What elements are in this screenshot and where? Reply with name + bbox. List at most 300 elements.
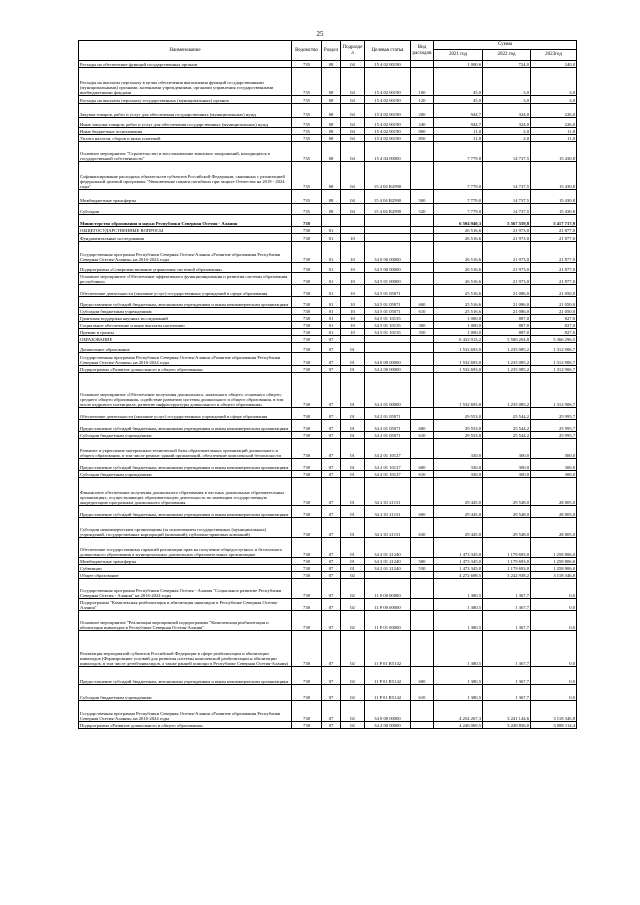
row-podrazdel: 02 — [341, 722, 365, 729]
row-2022: 1 367,7 — [483, 599, 531, 611]
row-2022: 1 179 693,0 — [483, 558, 531, 565]
row-2023: 827,0 — [531, 329, 577, 336]
row-podrazdel: 04 — [341, 142, 365, 162]
row-razdel: 08 — [322, 142, 341, 162]
row-2022: 887,0 — [483, 329, 531, 336]
row-razdel: 08 — [322, 61, 341, 68]
row-vedomstvo: 735 — [292, 135, 322, 142]
row-vedomstvo: 738 — [292, 572, 322, 579]
row-podrazdel: 02 — [341, 611, 365, 631]
row-2021: 1 473 345,0 — [434, 558, 483, 565]
row-razdel: 07 — [322, 558, 341, 565]
row-2022: 1 235 085,2 — [483, 373, 531, 408]
row-2022: 29 548,0 — [483, 478, 531, 506]
row-vedomstvo: 738 — [292, 432, 322, 439]
row-vedomstvo: 738 — [292, 336, 322, 343]
row-razdel: 01 — [322, 315, 341, 322]
row-target — [365, 343, 411, 353]
row-2023: 240,0 — [531, 61, 577, 68]
row-target: 34 5 01 05071 — [365, 285, 411, 297]
row-name: Субсидии бюджетным учреждениям — [79, 685, 292, 701]
row-vedomstvo: 738 — [292, 373, 322, 408]
row-name: Предоставление субсидий бюджетным, автономным учреждениям и иным некоммерческим организациям — [79, 459, 292, 471]
row-name: Уплата налогов, сборов и иных платежей — [79, 135, 292, 142]
row-name: Подпрограмма «Развитие дошкольного и общего образования» — [79, 722, 292, 729]
row-2021: 6 432 913,2 — [434, 336, 483, 343]
row-target: 15 4 02 00190 — [365, 128, 411, 135]
row-vid — [411, 538, 434, 558]
row-name: Иные закупки товаров, работ и услуг для обеспечения государственных (муниципальных) нужд — [79, 118, 292, 128]
row-2021: 26 516,6 — [434, 227, 483, 234]
row-2021: 26 516,6 — [434, 273, 483, 285]
row-2023: 21 877,0 — [531, 242, 577, 263]
row-vid: 600 — [411, 297, 434, 308]
row-2022: 3,0 — [483, 96, 531, 104]
table-row — [79, 142, 577, 162]
row-target: 34 0 00 00000 — [365, 353, 411, 366]
row-2022: 1 367,7 — [483, 611, 531, 631]
row-2022: 324,0 — [483, 104, 531, 118]
row-vid: 610 — [411, 685, 434, 701]
row-vid — [411, 439, 434, 459]
row-vid — [411, 373, 434, 408]
table-row — [79, 204, 577, 215]
row-2022: 1 367,7 — [483, 579, 531, 599]
row-2021: 6 504 940,3 — [434, 215, 483, 227]
row-podrazdel: 10 — [341, 273, 365, 285]
row-podrazdel: 01 — [341, 343, 365, 353]
row-2021: 4 246 069,5 — [434, 722, 483, 729]
row-target — [365, 336, 411, 343]
row-razdel: 08 — [322, 104, 341, 118]
header-vid: Вид расходов — [411, 41, 434, 61]
row-name: Софинансирование расходных обязательств субъектов Российской Федерации, связанных с реализацией федеральной целевой программы "Увековечение памяти погибших при защите Отечества на 2019 - 2024 годы" — [79, 162, 292, 190]
row-2022: 25 544,2 — [483, 432, 531, 439]
row-podrazdel: 02 — [341, 572, 365, 579]
row-vid — [411, 336, 434, 343]
table-row — [79, 135, 577, 142]
row-vedomstvo: 738 — [292, 227, 322, 234]
table-row — [79, 68, 577, 96]
row-razdel: 01 — [322, 322, 341, 329]
table-row — [79, 61, 577, 68]
row-vid — [411, 142, 434, 162]
row-name: Реализация мероприятий субъектов Российской Федерации в сфере реабилитации и абилитации инвалидов (Формирование условий для развития системы комплексной реабилитации и абилитации инвалидов, в том числе детей-инвалидов, а также ранней помощи в Республике Северная Осетия-Алания) — [79, 631, 292, 667]
table-row — [79, 315, 577, 322]
row-razdel: 08 — [322, 118, 341, 128]
row-name: Премии и гранты — [79, 329, 292, 336]
row-name: Социальное обеспечение и иные выплаты населению — [79, 322, 292, 329]
row-2023: 300,0 — [531, 439, 577, 459]
row-podrazdel: 01 — [341, 408, 365, 420]
row-name: Предоставление субсидий бюджетным, автономным учреждениям и иным некоммерческим организациям — [79, 506, 292, 518]
row-2021: 1 473 345,0 — [434, 565, 483, 572]
row-podrazdel: 10 — [341, 322, 365, 329]
row-vid — [411, 701, 434, 722]
row-2021: 1 532 693,0 — [434, 373, 483, 408]
table-row — [79, 722, 577, 729]
row-2023: 226,0 — [531, 118, 577, 128]
row-razdel: 07 — [322, 373, 341, 408]
row-2022: 1 367,7 — [483, 631, 531, 667]
row-vedomstvo: 735 — [292, 118, 322, 128]
row-2023: 0,0 — [531, 685, 577, 701]
row-razdel: 07 — [322, 471, 341, 478]
row-vedomstvo: 738 — [292, 611, 322, 631]
row-name: Субсидии бюджетным учреждениям — [79, 308, 292, 315]
row-vedomstvo: 735 — [292, 204, 322, 215]
row-vedomstvo: 738 — [292, 273, 322, 285]
row-podrazdel: 02 — [341, 579, 365, 599]
row-vedomstvo: 738 — [292, 478, 322, 506]
row-vedomstvo: 738 — [292, 459, 322, 471]
row-vid: 610 — [411, 471, 434, 478]
row-vedomstvo: 738 — [292, 408, 322, 420]
row-2023: 15 430,8 — [531, 190, 577, 204]
row-name: Государственная программа Республики Северная Осетия-Алания «Развитие образования Республики Северная Осетия-Алания» на 2016-2024 годы — [79, 353, 292, 366]
row-2021: 944,7 — [434, 104, 483, 118]
row-vedomstvo: 738 — [292, 685, 322, 701]
row-vid: 520 — [411, 204, 434, 215]
row-vedomstvo: 738 — [292, 353, 322, 366]
row-target: 34 2 01 21131 — [365, 518, 411, 538]
row-2021: 7 779,0 — [434, 162, 483, 190]
row-podrazdel: 04 — [341, 128, 365, 135]
row-vedomstvo: 735 — [292, 96, 322, 104]
row-2023: 0,0 — [531, 631, 577, 667]
row-2023: 21 877,0 — [531, 273, 577, 285]
row-vid — [411, 215, 434, 227]
row-vid — [411, 353, 434, 366]
table-row — [79, 96, 577, 104]
row-target: 34 2 01 21240 — [365, 538, 411, 558]
row-name: Предоставление субсидий бюджетным, автономным учреждениям и иным некоммерческим организациям — [79, 420, 292, 432]
row-target: 34 2 01 21240 — [365, 565, 411, 572]
row-vedomstvo: 738 — [292, 558, 322, 565]
row-podrazdel: 01 — [341, 538, 365, 558]
row-name: Грантовая поддержка научных исследований — [79, 315, 292, 322]
row-vedomstvo: 738 — [292, 579, 322, 599]
row-vedomstvo: 738 — [292, 263, 322, 273]
row-vid: 600 — [411, 667, 434, 685]
row-razdel: 08 — [322, 135, 341, 142]
row-podrazdel: 01 — [341, 420, 365, 432]
row-2022: 21 086,0 — [483, 285, 531, 297]
row-podrazdel: 02 — [341, 685, 365, 701]
row-vid: 500 — [411, 190, 434, 204]
row-razdel: 01 — [322, 285, 341, 297]
row-vid — [411, 572, 434, 579]
row-2022: 21 973,0 — [483, 263, 531, 273]
row-vid — [411, 599, 434, 611]
row-2023: 21 877,0 — [531, 234, 577, 242]
row-2022: 300,0 — [483, 459, 531, 471]
row-2023: 25 995,7 — [531, 408, 577, 420]
row-name: Министерство образования и науки Республики Северная Осетия - Алания — [79, 215, 292, 227]
row-vid: 630 — [411, 518, 434, 538]
row-vid — [411, 366, 434, 373]
row-2023: 300,0 — [531, 459, 577, 471]
row-2021: 29 445,0 — [434, 506, 483, 518]
row-2023: 827,0 — [531, 322, 577, 329]
row-name: Субсидии бюджетным учреждениям — [79, 471, 292, 478]
row-2023: 21 050,0 — [531, 297, 577, 308]
row-razdel: 07 — [322, 599, 341, 611]
row-2022: 5 500 204,8 — [483, 336, 531, 343]
table-row — [79, 343, 577, 353]
row-podrazdel — [341, 227, 365, 234]
table-row — [79, 215, 577, 227]
row-name: Подпрограмма "Комплексная реабилитация и абилитация инвалидов в Республике Северная Осетия-Алания" — [79, 599, 292, 611]
row-podrazdel: 10 — [341, 297, 365, 308]
row-razdel: 07 — [322, 459, 341, 471]
row-razdel: 07 — [322, 667, 341, 685]
row-target: 34 5 01 05071 — [365, 297, 411, 308]
row-razdel: 01 — [322, 234, 341, 242]
header-vedomstvo: Ведомство — [292, 41, 322, 61]
row-razdel: 07 — [322, 572, 341, 579]
row-vedomstvo: 735 — [292, 68, 322, 96]
row-podrazdel: 01 — [341, 478, 365, 506]
row-razdel — [322, 215, 341, 227]
row-razdel: 07 — [322, 701, 341, 722]
table-row — [79, 353, 577, 366]
row-vedomstvo: 738 — [292, 308, 322, 315]
row-2022: 887,0 — [483, 315, 531, 322]
row-vedomstvo: 738 — [292, 506, 322, 518]
row-2022: 3 242 938,2 — [483, 572, 531, 579]
row-razdel: 07 — [322, 722, 341, 729]
row-razdel: 07 — [322, 478, 341, 506]
row-podrazdel: 04 — [341, 61, 365, 68]
row-podrazdel: 01 — [341, 432, 365, 439]
table-row — [79, 285, 577, 297]
row-name: Обеспечение деятельности (оказание услуг) государственных учреждений в сфере образования — [79, 408, 292, 420]
row-vid: 500 — [411, 558, 434, 565]
row-vid: 350 — [411, 329, 434, 336]
row-2023: 1 312 906,7 — [531, 353, 577, 366]
row-2022: 3,0 — [483, 68, 531, 96]
table-row — [79, 322, 577, 329]
row-podrazdel: 02 — [341, 631, 365, 667]
row-target: 34 0 00 00000 — [365, 701, 411, 722]
table-row — [79, 329, 577, 336]
row-2021: 4 254 267,3 — [434, 701, 483, 722]
row-target: 15 4 02 00190 — [365, 104, 411, 118]
row-target: 34 5 01 05071 — [365, 308, 411, 315]
row-vid: 600 — [411, 506, 434, 518]
row-2023: 0,0 — [531, 611, 577, 631]
row-2021: 29 445,0 — [434, 518, 483, 538]
row-2021: 944,7 — [434, 118, 483, 128]
row-target: 34 2 00 00000 — [365, 366, 411, 373]
row-target: 15 4 02 00190 — [365, 118, 411, 128]
row-2021: 1 532 693,0 — [434, 366, 483, 373]
row-vedomstvo: 735 — [292, 128, 322, 135]
table-row — [79, 366, 577, 373]
row-target: 34 2 01 05071 — [365, 432, 411, 439]
row-target: 15 4 04 R2990 — [365, 190, 411, 204]
row-vid — [411, 273, 434, 285]
table-header — [79, 41, 577, 61]
row-2021: 330,0 — [434, 471, 483, 478]
row-target: 34 2 01 21240 — [365, 558, 411, 565]
row-target: 34 2 01 00000 — [365, 373, 411, 408]
row-2021: 26 516,6 — [434, 242, 483, 263]
row-razdel: 07 — [322, 343, 341, 353]
row-2023: 3 088 114,4 — [531, 722, 577, 729]
row-2023: 28 805,0 — [531, 478, 577, 506]
row-2021: 1 000,0 — [434, 315, 483, 322]
row-2021: 29 445,0 — [434, 478, 483, 506]
row-2021: 1 380,5 — [434, 599, 483, 611]
table-row — [79, 565, 577, 572]
row-vedomstvo: 738 — [292, 439, 322, 459]
row-name: Субсидии — [79, 204, 292, 215]
row-vid — [411, 315, 434, 322]
row-target: 15 4 04 00000 — [365, 142, 411, 162]
row-razdel: 01 — [322, 297, 341, 308]
row-2023: 827,0 — [531, 315, 577, 322]
row-vid — [411, 61, 434, 68]
row-2023: 5 366 296,5 — [531, 336, 577, 343]
row-podrazdel: 10 — [341, 263, 365, 273]
row-razdel: 07 — [322, 366, 341, 373]
row-target: 11 P 00 00000 — [365, 599, 411, 611]
row-podrazdel: 04 — [341, 162, 365, 190]
table-row — [79, 459, 577, 471]
row-2021: 1 473 345,0 — [434, 538, 483, 558]
row-2022: 25 544,2 — [483, 420, 531, 432]
row-name: Субвенции — [79, 565, 292, 572]
row-2022: 21 086,0 — [483, 308, 531, 315]
table-row — [79, 234, 577, 242]
row-2022: 29 548,0 — [483, 506, 531, 518]
row-name: Межбюджетные трансферты — [79, 558, 292, 565]
row-target — [365, 215, 411, 227]
row-2021: 1 000,6 — [434, 61, 483, 68]
row-name: Государственная программа Республики Северная Осетия-Алания «Развитие образования Республики Северная Осетия-Алания» на 2016-2024 годы — [79, 242, 292, 263]
row-podrazdel: 01 — [341, 565, 365, 572]
table-row — [79, 432, 577, 439]
row-2023: 300,0 — [531, 471, 577, 478]
row-name: Основное мероприятие «Обеспечение получения дошкольного, начального общего, основного общего, среднего общего образования, содействие развитию системы дошкольного и общего образования, в том числе кадрового потенциала, развитие инфраструктуры дошкольного и общего образования» — [79, 373, 292, 408]
row-target: 11 P 01 R5142 — [365, 685, 411, 701]
table-row — [79, 518, 577, 538]
row-2023: 21 050,0 — [531, 308, 577, 315]
row-name: Основное мероприятие «Обеспечение эффективного функционирования и развития системы образования республики» — [79, 273, 292, 285]
table-row — [79, 373, 577, 408]
row-razdel: 01 — [322, 263, 341, 273]
row-name: Государственная программа Республики Северная Осетия-Алания «Развитие образования Республики Северная Осетия-Алания» на 2016-2024 годы — [79, 701, 292, 722]
row-vid: 100 — [411, 68, 434, 96]
row-vedomstvo: 738 — [292, 297, 322, 308]
row-name: Предоставление субсидий бюджетным, автономным учреждениям и иным некоммерческим организациям — [79, 667, 292, 685]
row-target: 11 0 00 00000 — [365, 579, 411, 599]
row-2021: 45,0 — [434, 68, 483, 96]
row-2021: 7 779,0 — [434, 204, 483, 215]
row-razdel: 07 — [322, 611, 341, 631]
header-2021: 2021 год — [434, 50, 483, 61]
row-vid — [411, 242, 434, 263]
row-razdel: 01 — [322, 329, 341, 336]
table-row — [79, 297, 577, 308]
row-vedomstvo: 738 — [292, 565, 322, 572]
row-vedomstvo: 738 — [292, 329, 322, 336]
row-podrazdel: 01 — [341, 373, 365, 408]
row-target: 15 4 04 R2990 — [365, 162, 411, 190]
row-2021: 1 380,5 — [434, 579, 483, 599]
row-2021: 29 553,0 — [434, 432, 483, 439]
row-vid — [411, 631, 434, 667]
row-name: Расходы на обеспечение функций государственных органов — [79, 61, 292, 68]
row-razdel: 08 — [322, 204, 341, 215]
row-2021: 29 553,0 — [434, 408, 483, 420]
row-target: 34 2 01 21131 — [365, 506, 411, 518]
row-razdel: 07 — [322, 506, 341, 518]
row-name: Обеспечение государственных гарантий реализации прав на получение общедоступного и бесплатного дошкольного образования в муниципальных дошкольных образовательных организациях — [79, 538, 292, 558]
row-2022: 1 235 085,2 — [483, 366, 531, 373]
table-row — [79, 420, 577, 432]
row-vid — [411, 343, 434, 353]
row-2022: 29 548,0 — [483, 518, 531, 538]
row-2023: 1 258 806,0 — [531, 538, 577, 558]
row-vid: 600 — [411, 459, 434, 471]
row-target: 34 2 01 10127 — [365, 459, 411, 471]
table-row — [79, 190, 577, 204]
header-podrazdel: Подраздел — [341, 41, 365, 61]
row-name: Общее образование — [79, 572, 292, 579]
row-2021: 29 553,0 — [434, 420, 483, 432]
row-razdel: 07 — [322, 631, 341, 667]
table-row — [79, 273, 577, 285]
row-podrazdel — [341, 336, 365, 343]
table-row — [79, 162, 577, 190]
row-2021: 1 000,0 — [434, 322, 483, 329]
row-2023: 11,0 — [531, 135, 577, 142]
row-2023: 1 312 906,7 — [531, 366, 577, 373]
row-vid: 240 — [411, 118, 434, 128]
row-2022: 25 544,2 — [483, 408, 531, 420]
row-2022: 3 241 144,6 — [483, 701, 531, 722]
table-row — [79, 263, 577, 273]
row-vedomstvo: 738 — [292, 631, 322, 667]
row-2021: 11,0 — [434, 135, 483, 142]
row-2021: 25 516,6 — [434, 285, 483, 297]
row-2021: 25 516,6 — [434, 297, 483, 308]
row-2022: 724,0 — [483, 61, 531, 68]
row-2021: 330,0 — [434, 439, 483, 459]
table-row — [79, 538, 577, 558]
row-podrazdel: 01 — [341, 518, 365, 538]
row-vid — [411, 478, 434, 506]
row-2021: 45,0 — [434, 96, 483, 104]
row-vedomstvo: 738 — [292, 315, 322, 322]
row-vedomstvo: 735 — [292, 190, 322, 204]
row-vedomstvo: 738 — [292, 242, 322, 263]
row-2023: 28 805,0 — [531, 506, 577, 518]
row-2021: 1 380,5 — [434, 667, 483, 685]
row-razdel: 07 — [322, 420, 341, 432]
row-name: Подпрограмма «Развитие дошкольного и общего образования» — [79, 366, 292, 373]
table-row — [79, 579, 577, 599]
row-name: ОБРАЗОВАНИЕ — [79, 336, 292, 343]
row-vedomstvo: 738 — [292, 701, 322, 722]
row-vid — [411, 579, 434, 599]
row-razdel: 07 — [322, 579, 341, 599]
table-row — [79, 558, 577, 565]
row-2021: 25 516,6 — [434, 308, 483, 315]
